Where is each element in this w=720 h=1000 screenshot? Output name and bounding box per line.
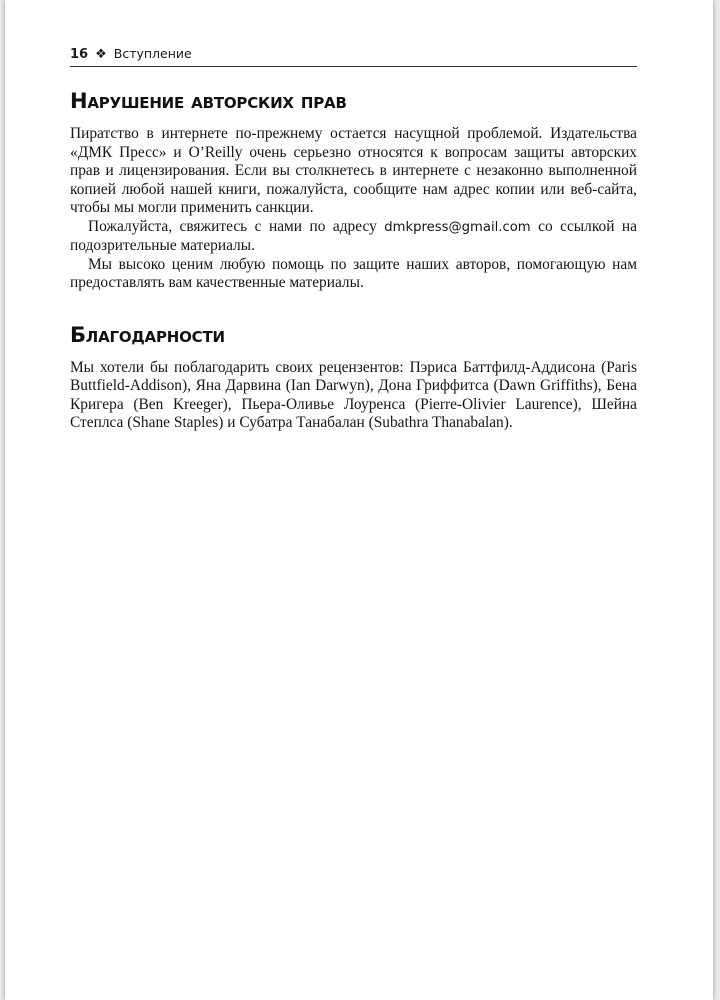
page-number: 16	[70, 47, 89, 62]
contact-email: dmkpress@gmail.com	[384, 219, 531, 235]
piracy-paragraph-1: Пиратство в интернете по-прежнему остается насущной проблемой. Издательства «ДМК Пресс» и O’Reilly очень серьезно относятся к вопросам защиты авторских прав и лицензирования. Если вы столкнетесь в интернете с незаконно выполненной копией любой нашей книги, пожалуйста, сообщите нам адрес копии или веб-сайта, чтобы мы могли применить санкции.	[70, 125, 637, 216]
piracy-section-title: Нарушение авторских прав	[70, 89, 347, 113]
page-content	[70, 46, 637, 433]
chapter-name: Вступление	[113, 46, 192, 61]
piracy-paragraph-3: Мы высоко ценим любую помощь по защите наших авторов, помогающую нам предоставлять вам качественные материалы.	[70, 255, 637, 291]
piracy-paragraph-2-start: Пожалуйста, свяжитесь с нами по адресу	[88, 217, 385, 235]
diamond-ornament-icon: ❖	[95, 47, 107, 62]
acknowledgments-paragraph: Мы хотели бы поблагодарить своих рецензентов: Пэриса Баттфилд-Аддисона (Paris Buttfield-Addison), Яна Дарвина (Ian Darwyn), Дона Гриффитса (Dawn Griffiths), Бена Кригера (Ben Kreeger), Пьера-Оливье Лоуренса (Pierre-Olivier Laurence), Шейна Степлса (Shane Staples) и Субатра Танабалан (Subathra Thanabalan).	[70, 358, 637, 431]
piracy-paragraph-2	[70, 218, 637, 256]
acknowledgments-section-title: Благодарности	[70, 322, 225, 347]
document-page	[5, 0, 713, 1000]
piracy-paragraph-2-end: со ссылкой на подозрительные материалы.	[70, 217, 637, 254]
running-header	[70, 46, 637, 67]
